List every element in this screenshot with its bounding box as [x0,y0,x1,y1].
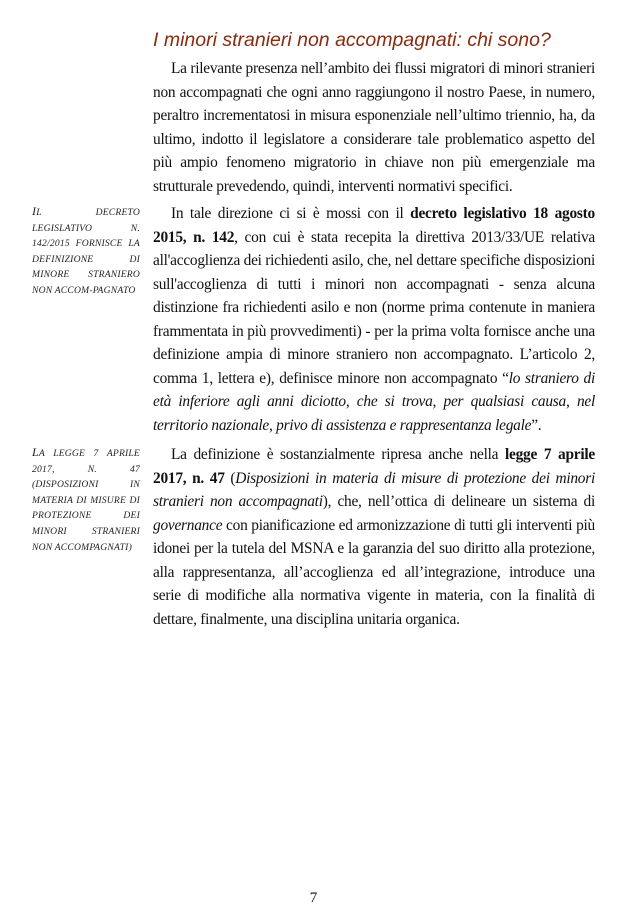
side-note-text: L DECRETO LEGISLATIVO N. 142/2015 FORNISCE LA DEFINIZIONE DI MINORE STRANIERO NON ACCOM-PAGNATO [32,207,140,296]
paragraph-middle: ), che, nell’ottica di delineare un sistema di [322,493,595,510]
governance-term: governance [153,516,223,534]
paragraph-decree [153,202,595,437]
paragraph-end: ”. [531,416,542,434]
side-note-initial: I [32,204,37,218]
paragraph-middle: , con cui è stata recepita la direttiva 2013/33/UE relativa all'accoglienza dei richiedenti asilo, che, nel dettare specifiche disposizioni sull'accoglienza di tutti i minori non accompagnati - senza alcuna distinzione fra richiedenti asilo e non (norme prima contenute in maniera frammentata in più provvedimenti) - per la prima volta fornisce anche una definizione ampia di minore straniero non accompagnato. L’articolo 2, comma 1, lettera e), definisce minore non accompagnato “ [153,228,595,387]
paragraph-lead: La definizione è sostanzialmente ripresa anche nella [171,446,505,463]
side-note-text: A LEGGE 7 APRILE 2017, N. 47 (DISPOSIZIONI IN MATERIA DI MISURE DI PROTEZIONE DEI MINORI STRANIERI NON ACCOMPAGNATI) [32,448,140,553]
paragraph-text [153,202,595,437]
page-number: 7 [309,890,318,906]
paragraph-rest: con pianificazione ed armonizzazione di tutti gli interventi più idonei per la tutela del MSNA e la garanzia del suo diritto alla protezione, alla rappresentanza, all’accoglienza ed all’integrazione, introduce una serie di modifiche alla normativa vigente in materia, con la finalità di dettare, finalmente, una disciplina unitaria organica. [153,516,595,628]
paragraph-text: La rilevante presenza nell’ambito dei flussi migratori di minori stranieri non accompagnati che ogni anno raggiungono il nostro Paese, in numero, peraltro incrementatosi in misura esponenziale nell’ultimo triennio, ha, da ultimo, indotto il legislatore a considerare tale problematico aspetto del più ampio fenomeno migratorio in chiave non più emergenziale ma strutturale prevedendo, quindi, interventi normativi specifici. [153,60,595,195]
section-title: I minori stranieri non accompagnati: chi sono? [153,29,551,51]
definition-quote: lo straniero di età inferiore agli anni diciotto, che si trova, per qualsiasi causa, nel territorio nazionale, privo di assistenza e rappresentanza legale [153,369,595,434]
side-note-decree [32,204,140,299]
paragraph-text [153,443,595,631]
side-note-initial: L [32,445,39,459]
law-title: Disposizioni in materia di misure di protezione dei minori stranieri non accompagnati [153,469,596,510]
side-note-law [32,445,140,555]
paragraph-lead: In tale direzione ci si è mossi con il [171,205,411,222]
law-reference: legge 7 aprile 2017, n. 47 [153,446,595,487]
paren-open: ( [224,469,236,487]
decree-reference: decreto legislativo 18 agosto 2015, n. 142 [153,205,595,246]
paragraph-law [153,443,595,631]
paragraph-intro [153,57,595,198]
